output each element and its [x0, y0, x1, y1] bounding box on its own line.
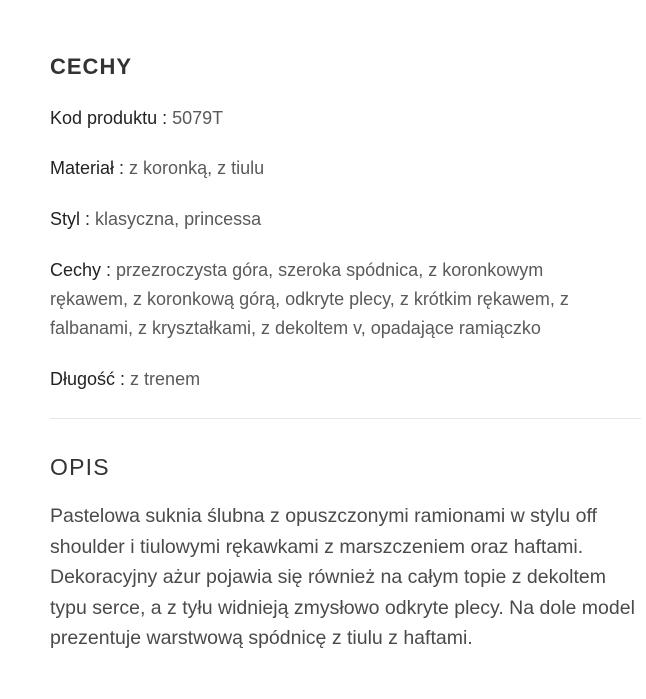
- feature-separator: :: [115, 369, 131, 389]
- feature-label: Materiał: [50, 158, 115, 178]
- feature-label: Styl: [50, 209, 81, 229]
- feature-row-features: [50, 256, 625, 343]
- feature-separator: :: [114, 158, 130, 178]
- feature-separator: :: [80, 209, 96, 229]
- feature-separator: :: [101, 260, 117, 280]
- feature-row-product-code: [50, 104, 625, 133]
- feature-value: 5079T: [172, 108, 224, 128]
- feature-value: klasyczna, princessa: [95, 209, 262, 229]
- feature-value: przezroczysta góra, szeroka spódnica, z koronkowym rękawem, z koronkową górą, odkryte plecy, z krótkim rękawem, z falbanami, z kryształkami, z dekoltem v, opadające ramiączko: [50, 260, 569, 338]
- feature-row-style: [50, 205, 625, 234]
- feature-value: z trenem: [130, 369, 201, 389]
- description-heading: OPIS: [50, 454, 110, 480]
- feature-label: Długość: [50, 369, 116, 389]
- section-divider: [50, 418, 641, 419]
- feature-value: z koronką, z tiulu: [129, 158, 265, 178]
- description-text: Pastelowa suknia ślubna z opuszczonymi ramionami w stylu off shoulder i tiulowymi rękawkami z marszczeniem oraz haftami. Dekoracyjny ażur pojawia się również na całym topie z dekoltem typu serce, a z tyłu widnieją zmysłowo odkryte plecy. Na dole model prezentuje warstwową spódnicę z tiulu z haftami.: [50, 505, 635, 649]
- feature-row-length: [50, 365, 625, 394]
- features-heading: CECHY: [50, 54, 133, 79]
- feature-row-material: [50, 154, 625, 183]
- feature-separator: :: [157, 108, 173, 128]
- feature-label: Kod produktu: [50, 108, 158, 128]
- feature-label: Cechy: [50, 260, 102, 280]
